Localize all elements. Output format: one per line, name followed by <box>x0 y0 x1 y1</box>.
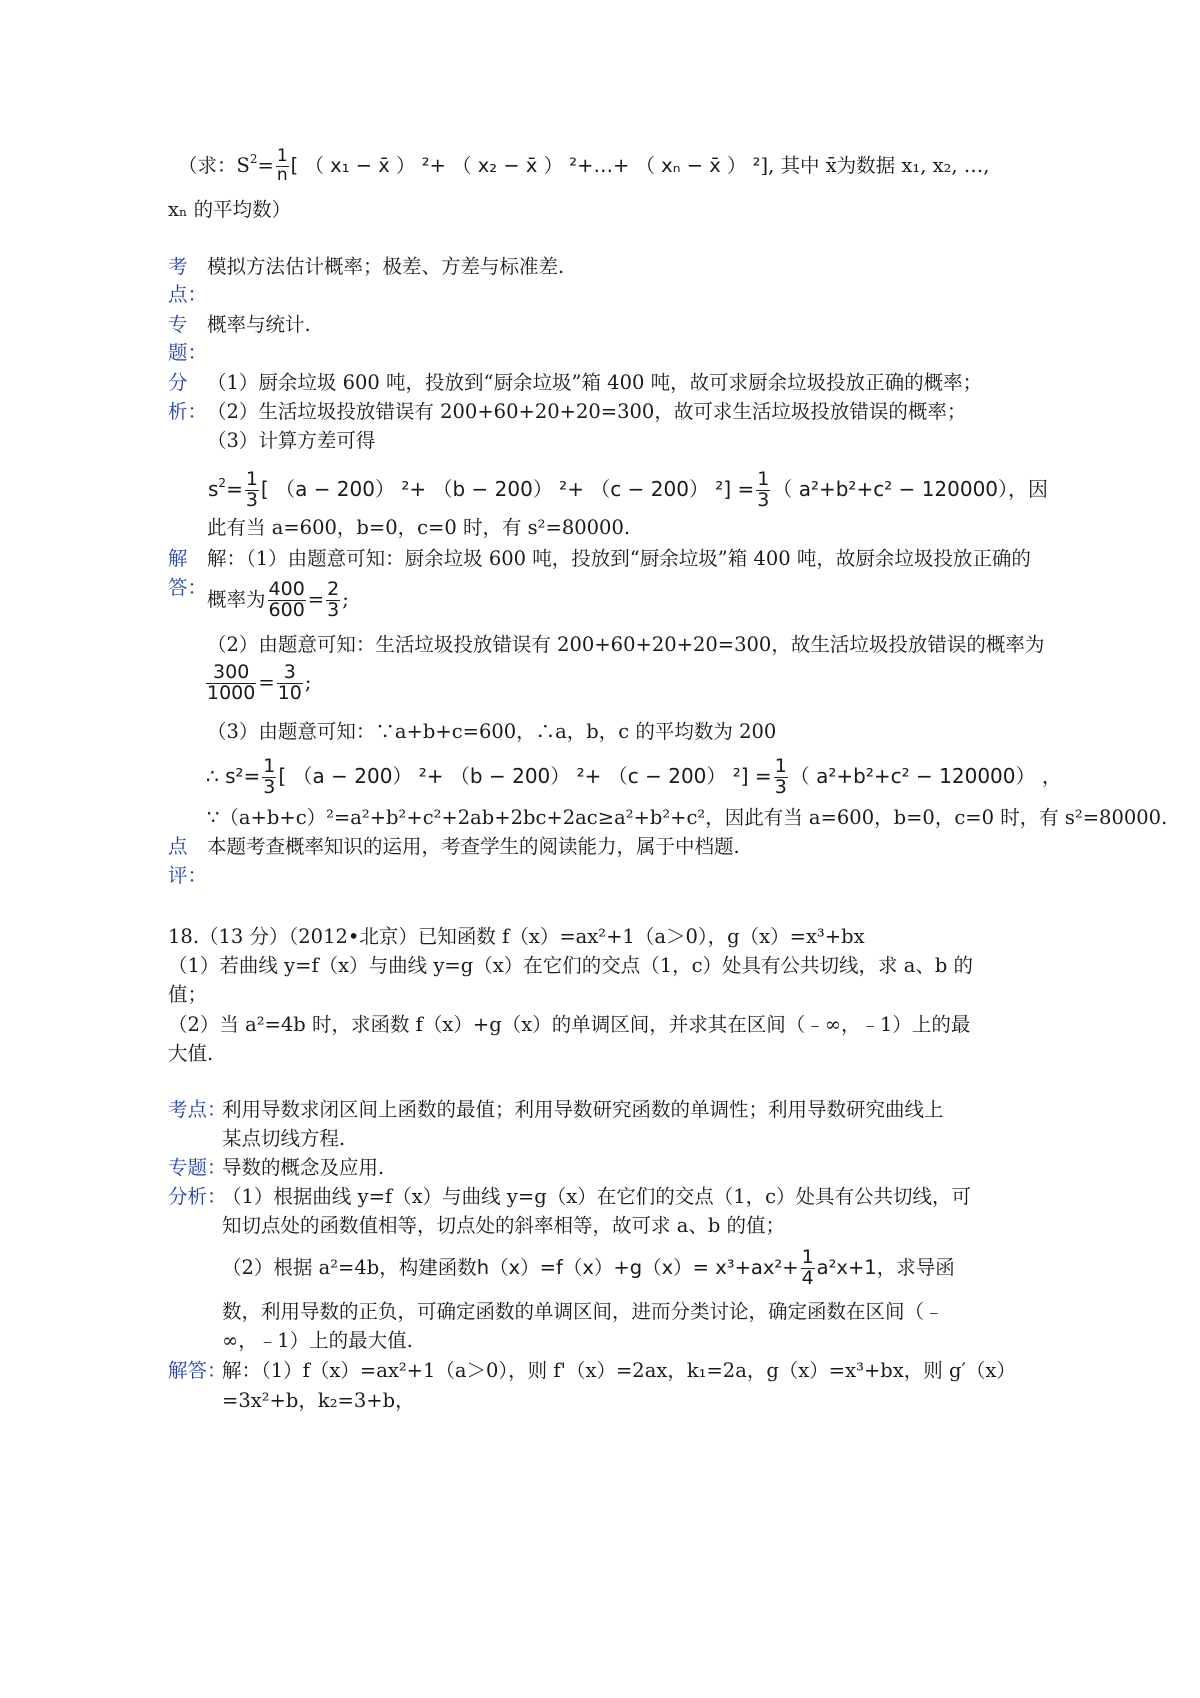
therefore-s2: ∴ s²= <box>206 763 261 788</box>
q17-zhuanti: 概率与统计. <box>207 313 311 336</box>
q17-jieda-1: 解：（1）由题意可知：厨余垃圾 600 吨，投放到“厨余垃圾”箱 400 吨，故厨余垃圾投放正确的 <box>207 547 1031 570</box>
fenxi3-prefix: （2）根据 a²=4b，构建函数 <box>222 1255 477 1279</box>
q18-fenxi-3 <box>222 1248 955 1289</box>
label-fenxi-2: 析： <box>168 400 208 423</box>
q18-fenxi-1: （1）根据曲线 y=f（x）与曲线 y=g（x）在它们的交点（1，c）处具有公共切线，可 <box>222 1185 972 1208</box>
h-function-formula-tail: a²x+1 <box>816 1255 877 1279</box>
q18-label-fenxi: 分析： <box>168 1185 227 1208</box>
q18-part2-a: （2）当 a²=4b 时，求函数 f（x）+g（x）的单调区间，并求其在区间（﹣∞，﹣1）上的最 <box>168 1013 971 1036</box>
q17-jieda-3-tail: ∵（a+b+c）²=a²+b²+c²+2ab+2bc+2ac≥a²+b²+c²，因此有当 a=600，b=0，c=0 时，有 s²=80000. <box>207 806 1168 829</box>
q18-fenxi-4: 数，利用导数的正负，可确定函数的单调区间，进而分类讨论，确定函数在区间（﹣ <box>222 1300 944 1323</box>
fraction-one-third-c: $\frac{1}{3}$ <box>263 755 276 798</box>
label-fenxi-1: 分 <box>168 371 188 394</box>
fraction-one-third-b: $\frac{1}{3}$ <box>757 468 770 511</box>
note-prefix: （求：S <box>178 153 250 177</box>
q17-variance-formula: $s^2=$ $\frac{1}{3}$ [ （a − 200） ²+ （b − 200） ²+ （c − 200） ²] = $\frac{1}{3}$ （ a²+b²+c² − 120000），因 <box>208 468 1049 511</box>
q17-fenxi-2: （2）生活垃圾投放错误有 200+60+20+20=300，故可求生活垃圾投放错误的概率； <box>207 400 967 423</box>
q18-fenxi-2: 知切点处的函数值相等，切点处的斜率相等，故可求 a、b 的值； <box>222 1214 786 1237</box>
label-zhuanti-1: 专 <box>168 313 188 336</box>
prob-label: 概率为 <box>207 587 266 611</box>
q18-fenxi-5: ∞，﹣1）上的最大值. <box>222 1329 413 1352</box>
formula-right-b: （ a²+b²+c² − 120000） ， <box>789 763 1062 788</box>
q17-fenxi-1: （1）厨余垃圾 600 吨，投放到“厨余垃圾”箱 400 吨，故可求厨余垃圾投放正确的概率； <box>207 371 983 394</box>
label-dianping-2: 评： <box>168 864 208 887</box>
q18-label-kaodian: 考点： <box>168 1098 227 1121</box>
q17-fenxi-3: （3）计算方差可得 <box>207 429 376 452</box>
q18-kaodian-1: 利用导数求闭区间上函数的最值；利用导数研究函数的单调性；利用导数研究曲线上 <box>222 1098 944 1121</box>
fraction-3-10: $\frac{3}{10}$ <box>277 661 302 704</box>
note-eq: = <box>257 153 274 177</box>
fraction-1-over-n: $\frac{1}{n}$ <box>276 146 288 185</box>
q18-kaodian-2: 某点切线方程. <box>222 1127 346 1150</box>
formula-mid: [ （a − 200） ²+ （b − 200） ²+ （c − 200） ²] = <box>278 763 772 788</box>
variance-formula: [ （ x₁ − x̄ ） ²+ （ x₂ − x̄ ） ²+…+ （ xₙ − x̄ ） ² <box>290 153 761 177</box>
formula-right: （ a²+b²+c² − 120000），因 <box>772 476 1049 501</box>
q18-label-jieda: 解答： <box>168 1359 227 1382</box>
q18-jieda-2: =3x²+b，k₂=3+b， <box>222 1389 415 1412</box>
h-function-formula: h（x）=f（x）+g（x）= x³+ax²+ <box>476 1255 799 1279</box>
q17-jieda-1b: 概率为 $\frac{400}{600}$ = $\frac{2}{3}$ ; <box>207 578 349 621</box>
formula-note-line2: xₙ 的平均数） <box>168 198 292 221</box>
fraction-one-quarter: $\frac{1}{4}$ <box>801 1246 814 1289</box>
fraction-one-third: $\frac{1}{3}$ <box>245 468 258 511</box>
q17-dianping: 本题考查概率知识的运用，考查学生的阅读能力，属于中档题. <box>207 835 740 858</box>
q18-label-zhuanti: 专题： <box>168 1156 227 1179</box>
fraction-300-1000: $\frac{300}{1000}$ <box>207 661 256 704</box>
q18-part1-a: （1）若曲线 y=f（x）与曲线 y=g（x）在它们的交点（1，c）处具有公共切线，求 a、b 的 <box>168 954 974 977</box>
q17-jieda-3: （3）由题意可知：∵a+b+c=600，∴a，b，c 的平均数为 200 <box>207 720 777 743</box>
q18-jieda-1: 解：（1）f（x）=ax²+1（a＞0），则 f'（x）=2ax，k₁=2a，g（x）=x³+bx，则 g′（x） <box>222 1359 1016 1382</box>
label-jieda-2: 答： <box>168 576 208 599</box>
q18-part1-b: 值； <box>168 983 208 1006</box>
note-tail: ], 其中 x̄为数据 x₁, x₂, …, <box>760 153 990 177</box>
label-jieda-1: 解 <box>168 547 188 570</box>
q17-kaodian: 模拟方法估计概率；极差、方差与标准差. <box>207 255 565 278</box>
fraction-one-third-d: $\frac{1}{3}$ <box>774 755 787 798</box>
formula-note-line1: （求：$S^2=$ $\frac{1}{n}$ [ （ x₁ − x̄ ） ²+ （ x₂ − x̄ ） ²+…+ （ xₙ − x̄ ） ²], 其中 x̄为数据 x₁, x₂, …, <box>178 146 990 185</box>
q17-jieda-2: （2）由题意可知：生活垃圾投放错误有 200+60+20+20=300，故生活垃圾投放错误的概率为 <box>207 633 1045 656</box>
formula-left: [ （a − 200） ²+ （b − 200） ²+ （c − 200） ²] = <box>260 476 755 501</box>
q17-fenxi-tail: 此有当 a=600，b=0，c=0 时，有 s²=80000. <box>207 516 631 539</box>
fraction-2-3: $\frac{2}{3}$ <box>327 578 340 621</box>
q17-jieda-2b: $\frac{300}{1000}$ = $\frac{3}{10}$ ; <box>207 661 312 704</box>
label-zhuanti-2: 题： <box>168 341 208 364</box>
q18-zhuanti: 导数的概念及应用. <box>222 1156 385 1179</box>
fraction-400-600: $\frac{400}{600}$ <box>268 578 305 621</box>
fenxi3-suffix: ，求导函 <box>876 1255 955 1279</box>
q18-title: 18.（13 分）（2012•北京）已知函数 f（x）=ax²+1（a＞0），g（x）=x³+bx <box>168 925 865 948</box>
q18-part2-b: 大值. <box>168 1042 214 1065</box>
label-kaodian-1: 考 <box>168 255 188 278</box>
q17-jieda-3-formula <box>206 757 1062 798</box>
label-dianping-1: 点 <box>168 835 188 858</box>
label-kaodian-2: 点： <box>168 283 208 306</box>
